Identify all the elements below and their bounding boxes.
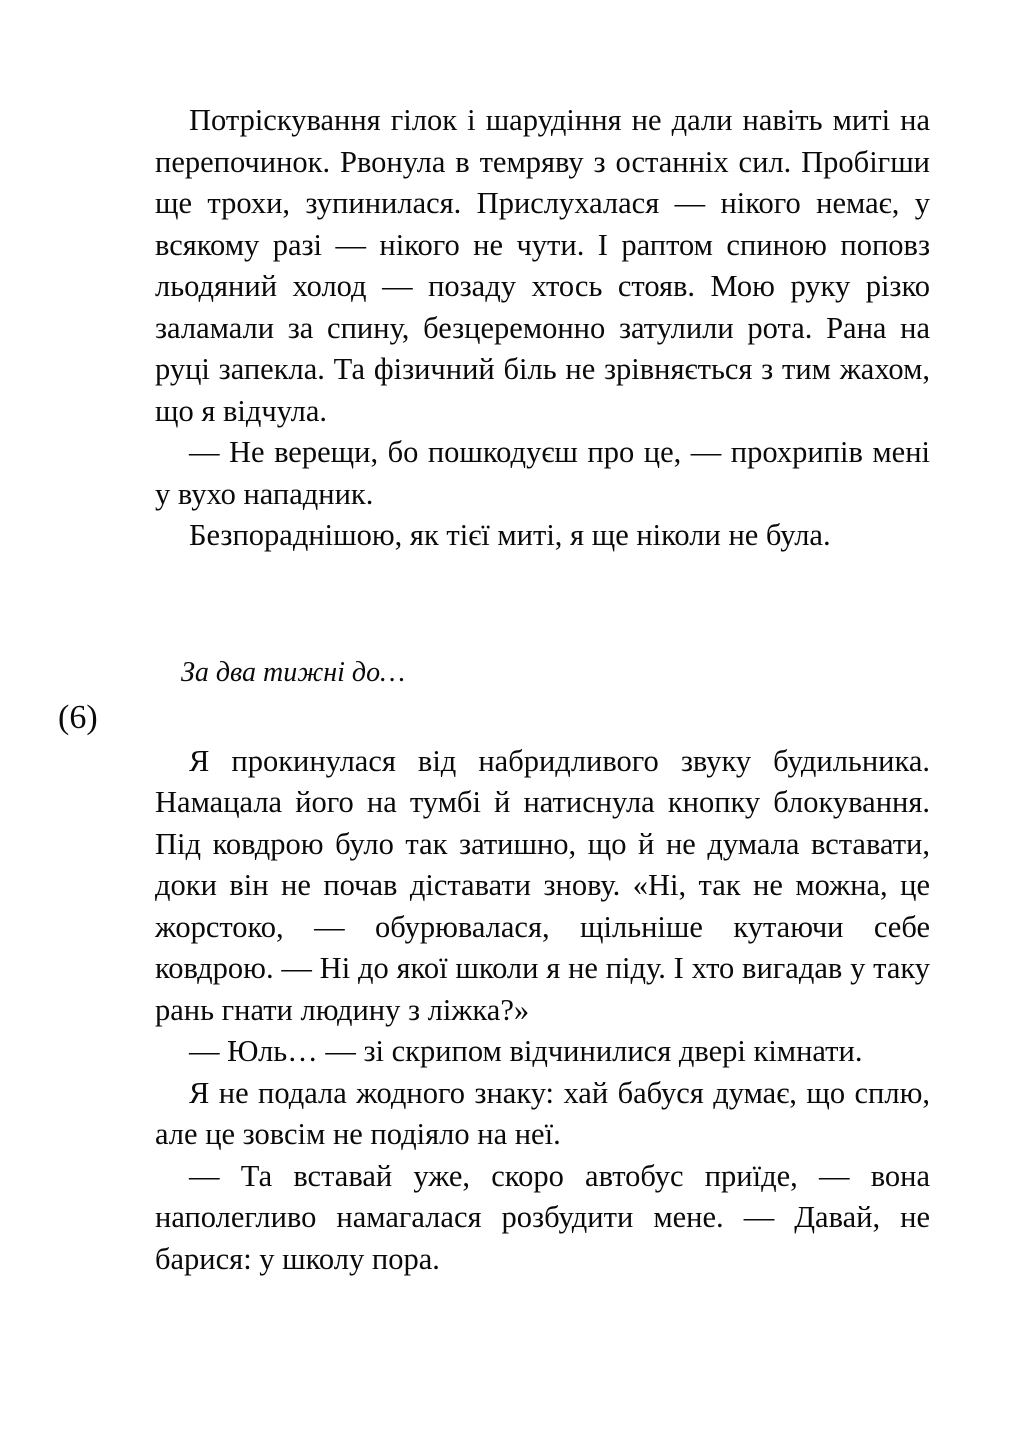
page-marker: (6) — [58, 699, 98, 736]
paragraph-1: Потріскування гілок і шарудіння не дали навіть миті на перепочинок. Рвонула в темряву з останніх сил. Пробігши ще трохи, зупинилася. Прислухалася — нікого немає, у всякому разі — нікого не чути. І раптом спиною поповз льодяний холод — позаду хтось стояв. Мою руку різко заламали за спину, безцеремонно затулили рота. Рана на руці запекла. Та фізичний біль не зрівняється з тим жахом, що я відчула. — [155, 103, 930, 428]
text-column — [155, 100, 930, 1280]
paragraph-3: Безпораднішою, як тієї миті, я ще ніколи не була. — [189, 518, 831, 552]
paragraph-6: Я не подала жодного знаку: хай бабуся думає, що сплю, але це зовсім не подіяло на неї. — [155, 1075, 930, 1151]
scene-break-spacer — [155, 557, 930, 653]
paragraph-2: — Не верещи, бо пошкодуєш про це, — прохрипів мені у вухо нападник. — [155, 435, 930, 511]
paragraph-7: — Та вставай уже, скоро автобус приїде, — вона наполегливо намагалася розбудити мене. — Давай, не барися: у школу пора. — [155, 1158, 930, 1276]
scene-title: За два тижні до… — [181, 656, 405, 688]
paragraph-4: Я прокинулася від набридливого звуку будильника. Намацала його на тумбі й натиснула кнопку блокування. Під ковдрою було так затишно, що й не думала вставати, доки він не почав діставати знову. «Ні, так не можна, це жорстоко, — обурювалася, щільніше кутаючи себе ковдрою. — Ні до якої школи я не піду. І хто вигадав у таку рань гнати людину з ліжка?» — [155, 743, 930, 1027]
scene-title-spacer — [155, 693, 930, 741]
paragraph-5: — Юль… — зі скрипом відчинилися двері кімнати. — [189, 1034, 863, 1068]
